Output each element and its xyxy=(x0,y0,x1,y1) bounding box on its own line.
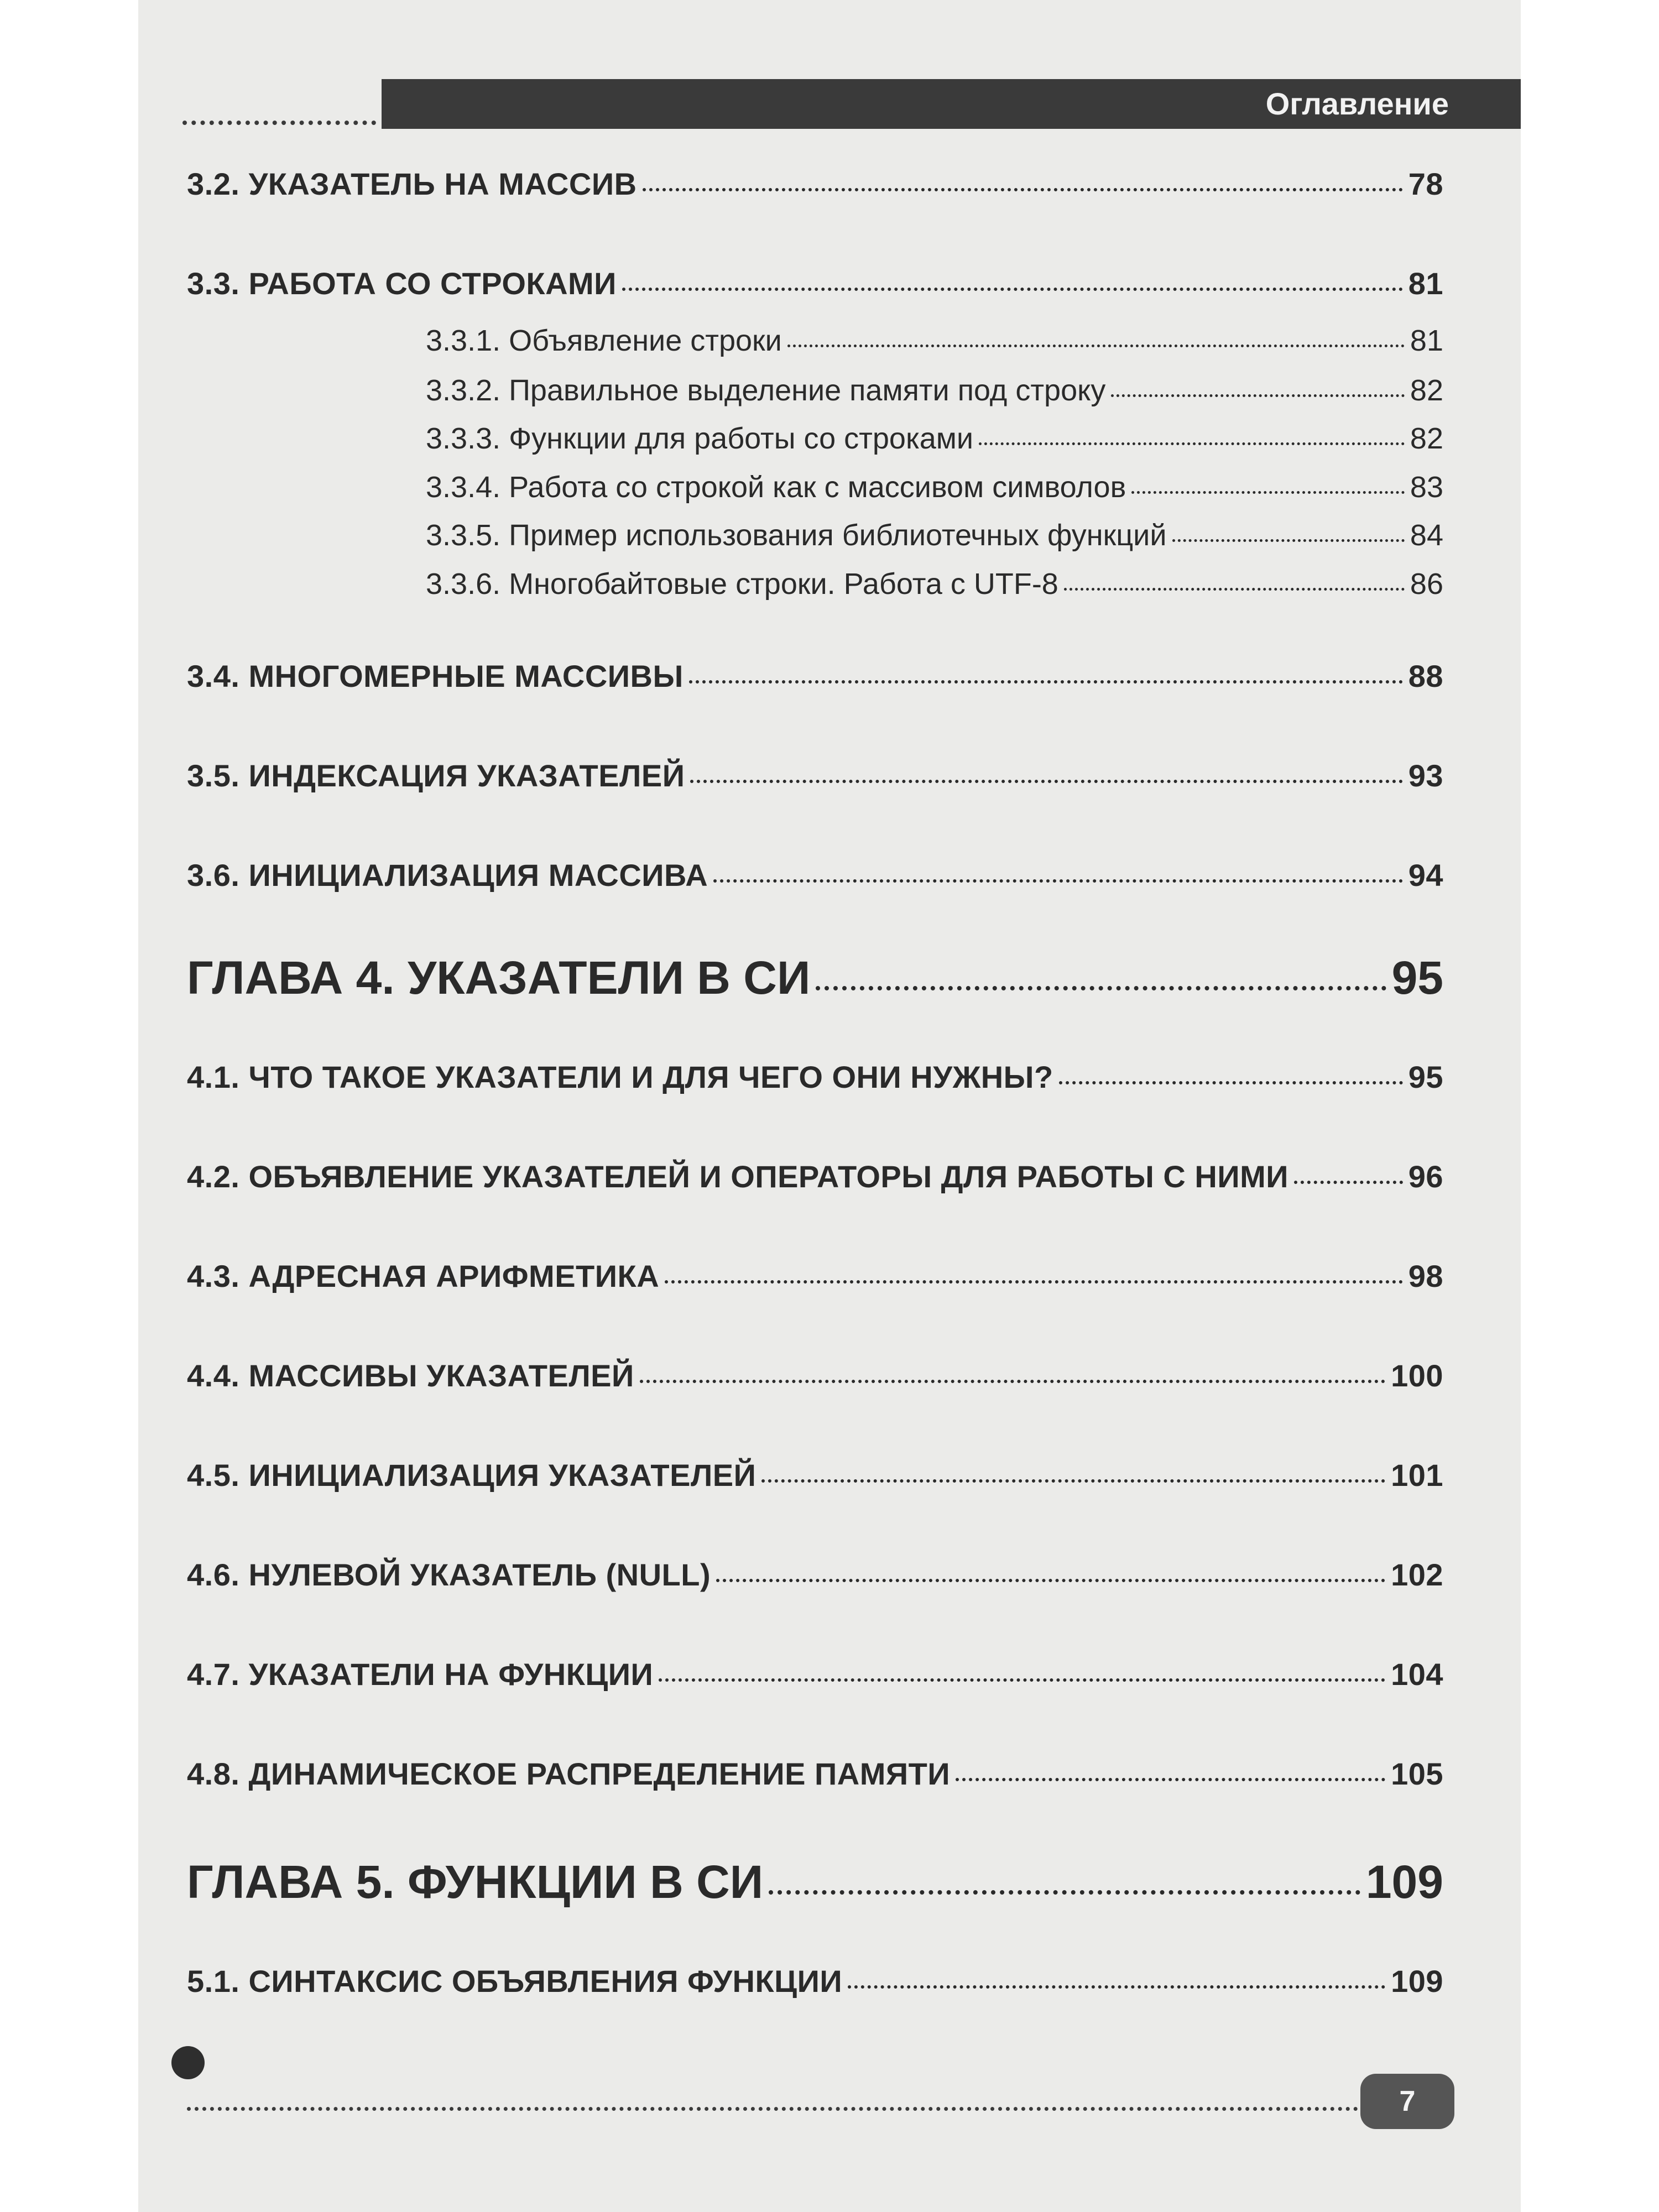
toc-entry xyxy=(187,1358,1443,1394)
toc-entry-page: 93 xyxy=(1408,758,1443,793)
dot-leader xyxy=(1172,539,1405,542)
dot-leader xyxy=(716,1579,1385,1582)
toc-entry-title: 3.6. ИНИЦИАЛИЗАЦИЯ МАССИВА xyxy=(187,858,708,893)
toc-entry-title: 4.6. НУЛЕВОЙ УКАЗАТЕЛЬ (NULL) xyxy=(187,1557,711,1592)
toc-entry-page: 84 xyxy=(1410,519,1443,552)
book-page xyxy=(138,0,1521,2212)
dot-leader xyxy=(640,1380,1385,1383)
toc-entry-page: 104 xyxy=(1391,1657,1443,1692)
toc-entry-page: 109 xyxy=(1365,1856,1443,1908)
toc-entry-page: 81 xyxy=(1410,324,1443,357)
dot-leader xyxy=(761,1479,1385,1483)
dot-leader xyxy=(713,879,1403,883)
toc-entry-page: 98 xyxy=(1408,1259,1443,1293)
toc-entry-title: 3.3. РАБОТА СО СТРОКАМИ xyxy=(187,266,617,301)
toc-entry-title: 3.5. ИНДЕКСАЦИЯ УКАЗАТЕЛЕЙ xyxy=(187,758,685,793)
footer-bullet-icon xyxy=(171,2046,205,2079)
toc-entry xyxy=(187,1656,1443,1692)
toc-entry xyxy=(187,1159,1443,1194)
toc-entry xyxy=(187,857,1443,893)
toc-entry-page: 95 xyxy=(1408,1060,1443,1094)
dot-leader xyxy=(1294,1181,1403,1184)
toc-entry-title: 3.3.4. Работа со строкой как с массивом символов xyxy=(426,471,1126,504)
page-header xyxy=(138,0,1521,133)
toc-entry xyxy=(187,265,1443,301)
toc-entry xyxy=(426,470,1443,504)
toc-entry-page: 82 xyxy=(1410,374,1443,407)
toc-entry-title: ГЛАВА 4. УКАЗАТЕЛИ В СИ xyxy=(187,952,811,1004)
toc-entry-title: 4.3. АДРЕСНАЯ АРИФМЕТИКА xyxy=(187,1259,660,1293)
dot-leader xyxy=(1131,491,1405,494)
toc-entry-page: 101 xyxy=(1391,1458,1443,1493)
toc-entry-page: 94 xyxy=(1408,858,1443,893)
toc-entry-page: 100 xyxy=(1391,1358,1443,1393)
toc-entry xyxy=(187,1457,1443,1493)
toc-entry-page: 83 xyxy=(1410,471,1443,504)
toc-entry-page: 88 xyxy=(1408,659,1443,693)
toc-entry xyxy=(187,1557,1443,1593)
toc-entry xyxy=(187,1756,1443,1792)
toc-entry xyxy=(187,758,1443,794)
toc-entry-title: 4.1. ЧТО ТАКОЕ УКАЗАТЕЛИ И ДЛЯ ЧЕГО ОНИ НУЖНЫ? xyxy=(187,1060,1053,1094)
toc-entry-title: 3.4. МНОГОМЕРНЫЕ МАССИВЫ xyxy=(187,659,684,693)
header-dotted-rule xyxy=(182,121,376,125)
toc-entry-page: 95 xyxy=(1391,952,1443,1004)
dot-leader xyxy=(659,1678,1385,1682)
dot-leader xyxy=(1059,1081,1403,1084)
toc-entry-page: 96 xyxy=(1408,1159,1443,1194)
footer-dotted-rule xyxy=(187,2107,1443,2111)
toc-entry-title: ГЛАВА 5. ФУНКЦИИ В СИ xyxy=(187,1856,764,1908)
toc-entry-page: 78 xyxy=(1408,166,1443,201)
dot-leader xyxy=(848,1985,1385,1989)
dot-leader xyxy=(690,780,1402,783)
dot-leader xyxy=(769,1890,1360,1895)
toc-entry xyxy=(187,1855,1443,1909)
dot-leader xyxy=(787,345,1405,347)
dot-leader xyxy=(665,1280,1403,1284)
page-number-badge: 7 xyxy=(1360,2074,1454,2129)
toc-entry-title: 3.3.3. Функции для работы со строками xyxy=(426,422,974,455)
toc-entry-page: 81 xyxy=(1408,266,1443,301)
toc-entry xyxy=(187,166,1443,202)
dot-leader xyxy=(689,680,1403,684)
toc-entry-title: 4.4. МАССИВЫ УКАЗАТЕЛЕЙ xyxy=(187,1358,634,1393)
dot-leader xyxy=(1111,394,1405,397)
running-header-title: Оглавление xyxy=(1265,86,1449,121)
toc-entry xyxy=(187,1059,1443,1095)
toc-entry-page: 109 xyxy=(1391,1964,1443,1999)
toc-entry xyxy=(187,658,1443,694)
toc-entry-page: 82 xyxy=(1410,422,1443,455)
toc-entry-page: 105 xyxy=(1391,1756,1443,1791)
toc-entry xyxy=(426,421,1443,456)
toc-entry-title: 3.3.2. Правильное выделение памяти под строку xyxy=(426,374,1106,407)
toc-entry-title: 3.3.5. Пример использования библиотечных функций xyxy=(426,519,1167,552)
toc-entry xyxy=(426,373,1443,408)
toc-entry xyxy=(426,567,1443,601)
toc-entry-title: 4.7. УКАЗАТЕЛИ НА ФУНКЦИИ xyxy=(187,1657,654,1692)
toc-entry-title: 3.3.6. Многобайтовые строки. Работа с UTF-8 xyxy=(426,567,1058,601)
dot-leader xyxy=(956,1778,1385,1781)
toc-entry xyxy=(187,951,1443,1005)
toc-entry-page: 86 xyxy=(1410,567,1443,601)
dot-leader xyxy=(816,986,1386,990)
toc-entry xyxy=(187,1963,1443,1999)
toc-entry xyxy=(426,324,1443,358)
toc-entry-title: 4.5. ИНИЦИАЛИЗАЦИЯ УКАЗАТЕЛЕЙ xyxy=(187,1458,757,1493)
toc-entry xyxy=(187,1258,1443,1294)
toc-entry-title: 5.1. СИНТАКСИС ОБЪЯВЛЕНИЯ ФУНКЦИИ xyxy=(187,1964,843,1999)
toc-entry-title: 3.2. УКАЗАТЕЛЬ НА МАССИВ xyxy=(187,166,637,201)
dot-leader xyxy=(643,188,1403,191)
toc-entry-title: 4.8. ДИНАМИЧЕСКОЕ РАСПРЕДЕЛЕНИЕ ПАМЯТИ xyxy=(187,1756,951,1791)
toc-entry-title: 4.2. ОБЪЯВЛЕНИЕ УКАЗАТЕЛЕЙ И ОПЕРАТОРЫ ДЛЯ РАБОТЫ С НИМИ xyxy=(187,1159,1288,1194)
toc-entry-page: 102 xyxy=(1391,1557,1443,1592)
dot-leader xyxy=(979,442,1405,445)
dot-leader xyxy=(622,288,1403,291)
dot-leader xyxy=(1064,588,1405,591)
toc-entry xyxy=(426,518,1443,552)
toc-entry-title: 3.3.1. Объявление строки xyxy=(426,324,782,357)
